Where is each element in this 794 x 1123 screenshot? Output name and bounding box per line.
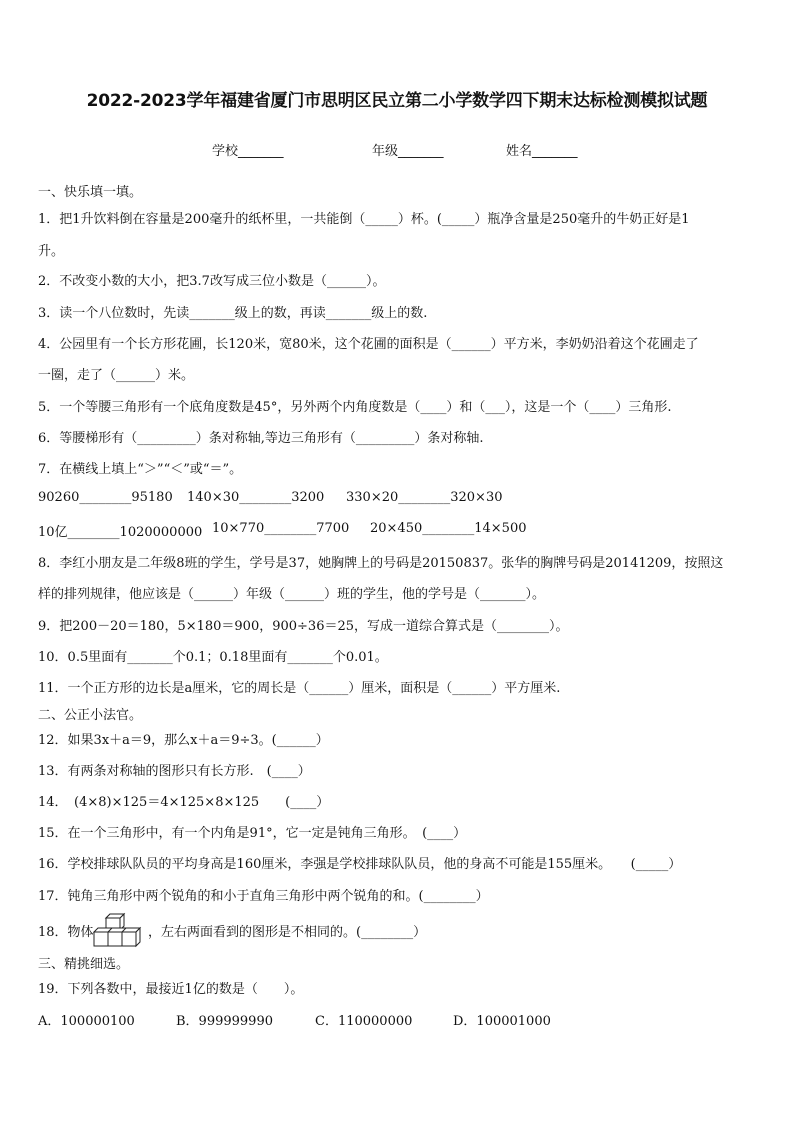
question-9: 9．把200－20＝180，5×180＝900，900÷36＝25，写成一道综合算式是（________）。 xyxy=(38,619,569,634)
q7-item-3: 330×20________320×30 xyxy=(346,490,503,505)
section-heading-1: 一、快乐填一填。 xyxy=(38,185,143,200)
question-18-prefix: 18．物体 xyxy=(38,925,94,940)
question-13: 13．有两条对称轴的图形只有长方形. (____） xyxy=(38,764,311,779)
q7-item-6: 20×450________14×500 xyxy=(370,521,527,536)
question-16: 16．学校排球队队员的平均身高是160厘米，李强是学校排球队队员，他的身高不可能是155厘米。 (_____） xyxy=(38,857,682,872)
q7-item-2: 140×30________3200 xyxy=(187,490,325,505)
question-18-text: ，左右两面看到的图形是不相同的。(________） xyxy=(148,925,427,940)
q19-option-c: C．110000000 xyxy=(315,1014,413,1029)
q7-item-1: 90260________95180 xyxy=(38,490,173,505)
q7-item-5: 10×770________7700 xyxy=(212,521,350,536)
cube-figure-icon xyxy=(92,912,148,948)
question-15: 15．在一个三角形中，有一个内角是91°，它一定是钝角三角形。 (____） xyxy=(38,826,467,841)
q7-item-4: 10亿________1020000000 xyxy=(38,525,203,540)
question-19: 19．下列各数中，最接近1亿的数是（ ）。 xyxy=(38,982,304,997)
question-12: 12．如果3x＋a＝9，那么x＋a＝9÷3。(______） xyxy=(38,733,329,748)
cube-figure xyxy=(92,912,148,948)
question-8-line-2: 样的排列规律，他应该是（______）年级（______）班的学生，他的学号是（_______）。 xyxy=(38,587,546,602)
grade-field: 年级_______ xyxy=(372,144,444,159)
q19-option-b: B．999999990 xyxy=(176,1014,273,1029)
question-4-line-1: 4．公园里有一个长方形花圃，长120米，宽80米，这个花圃的面积是（______）平方米，李奶奶沿着这个花圃走了 xyxy=(38,337,699,352)
q19-option-a: A．100000100 xyxy=(38,1014,135,1029)
question-7: 7．在横线上填上“＞”“＜”或“＝”。 xyxy=(38,462,243,477)
q19-option-d: D．100001000 xyxy=(453,1014,551,1029)
question-1-line-2: 升。 xyxy=(38,244,65,259)
question-1-line-1: 1．把1升饮料倒在容量是200毫升的纸杯里，一共能倒（_____）杯。(_____）瓶净含量是250毫升的牛奶正好是1 xyxy=(38,212,690,227)
question-2: 2．不改变小数的大小，把3.7改写成三位小数是（______）。 xyxy=(38,274,386,289)
name-field: 姓名_______ xyxy=(506,144,578,159)
question-10: 10．0.5里面有_______个0.1；0.18里面有_______个0.01。 xyxy=(38,650,388,665)
question-3: 3．读一个八位数时，先读_______级上的数，再读_______级上的数. xyxy=(38,306,428,321)
question-11: 11．一个正方形的边长是a厘米，它的周长是（______）厘米，面积是（______）平方厘米. xyxy=(38,681,561,696)
question-5: 5．一个等腰三角形有一个底角度数是45°，另外两个内角度数是（____）和（___），这是一个（____）三角形. xyxy=(38,400,672,415)
question-14: 14． (4×8)×125＝4×125×8×125 (____） xyxy=(38,795,330,810)
question-4-line-2: 一圈，走了（______）米。 xyxy=(38,368,195,383)
question-17: 17．钝角三角形中两个锐角的和小于直角三角形中两个锐角的和。(________） xyxy=(38,889,489,904)
question-6: 6．等腰梯形有（_________）条对称轴,等边三角形有（_________）条对称轴. xyxy=(38,431,484,446)
question-8-line-1: 8．李红小朋友是二年级8班的学生，学号是37，她胸牌上的号码是20150837。张华的胸牌号码是20141209，按照这 xyxy=(38,556,724,571)
section-heading-2: 二、公正小法官。 xyxy=(38,708,143,723)
section-heading-3: 三、精挑细选。 xyxy=(38,957,130,972)
exam-title: 2022-2023学年福建省厦门市思明区民立第二小学数学四下期末达标检测模拟试题 xyxy=(86,91,708,111)
school-field: 学校_______ xyxy=(212,144,284,159)
